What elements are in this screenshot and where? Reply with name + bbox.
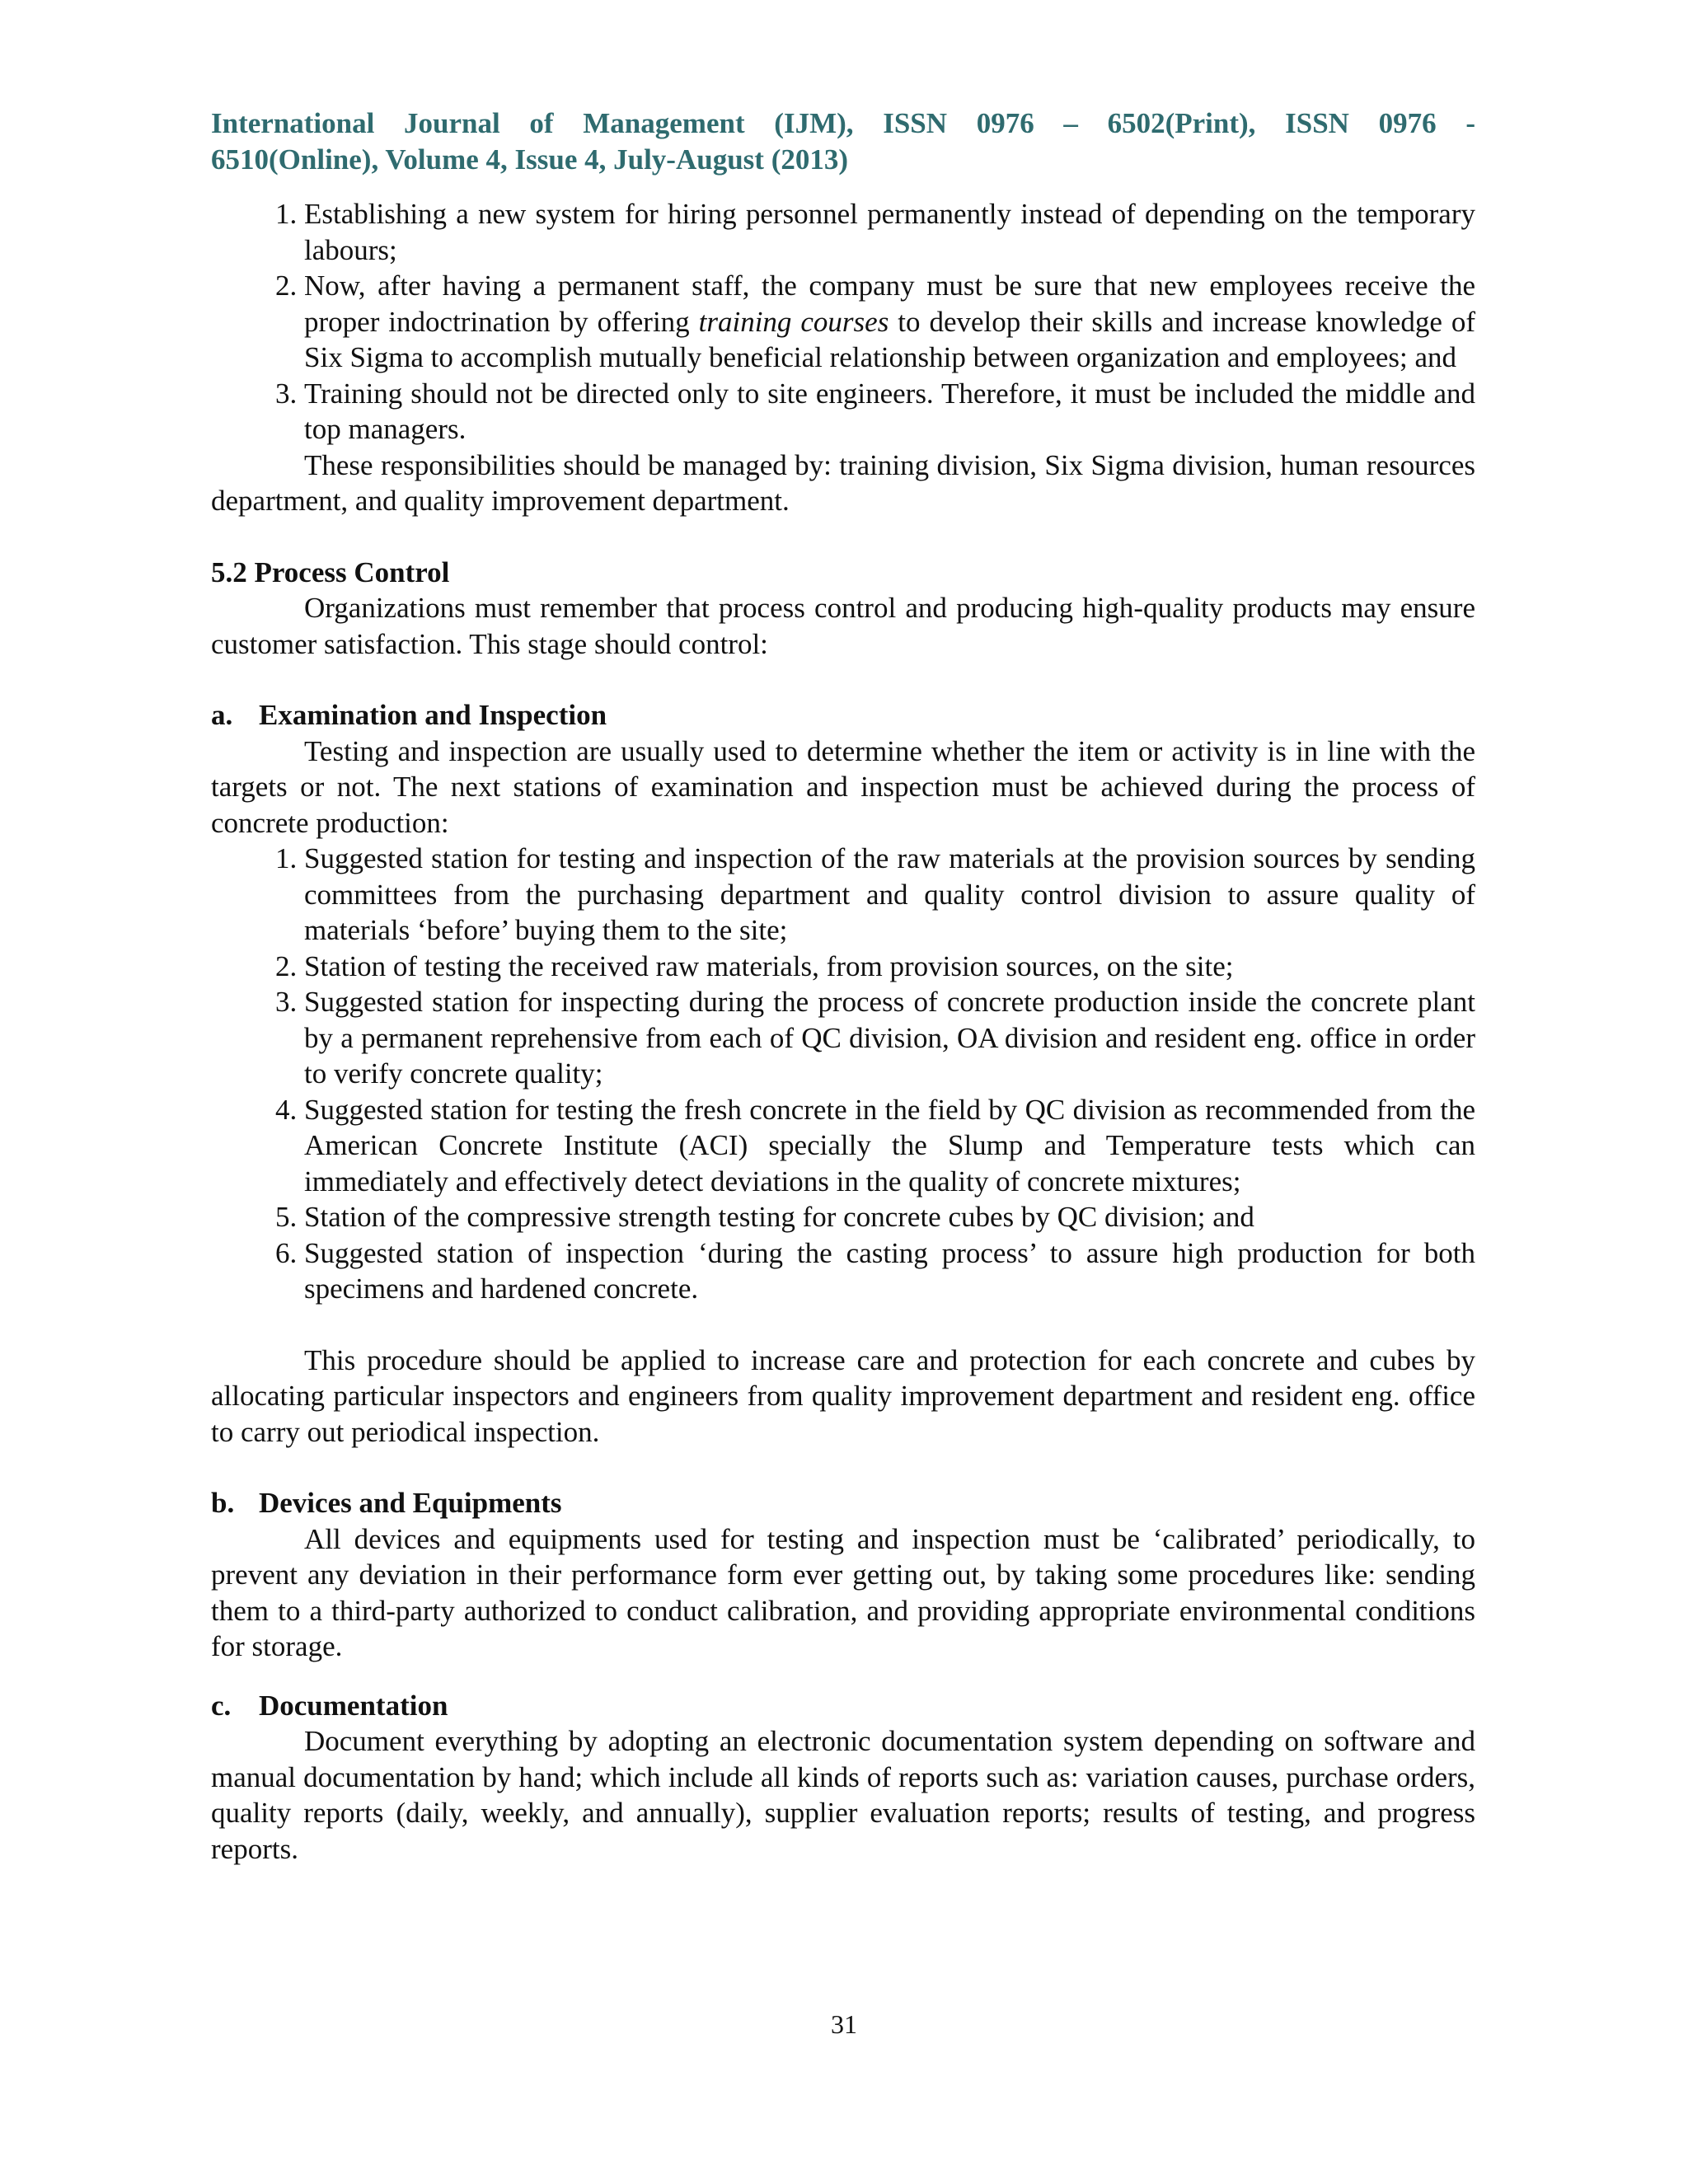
list-item-text-before: Now, after having a permanent staff, the company must be sure that new employees receive the proper indoctrination by offering [304, 269, 1475, 338]
journal-header [211, 105, 1475, 178]
page-content [211, 105, 1475, 1867]
section-5-2-paragraph: Organizations must remember that process control and producing high-quality products may ensure customer satisfaction. This stage should control: [211, 592, 1475, 660]
inspection-stations-list [211, 841, 1475, 1307]
journal-header-line-1: International Journal of Management (IJM), ISSN 0976 – 6502(Print), ISSN 0976 - [211, 107, 1475, 139]
subsection-heading-c [211, 1688, 1475, 1724]
list-item: 6. Suggested station of inspection ‘during the casting process’ to assure high production for both specimens and hardened concrete. [304, 1235, 1475, 1307]
subsection-letter: a. [211, 699, 233, 731]
subsection-letter: c. [211, 1689, 232, 1722]
subsection-title: Devices and Equipments [259, 1487, 562, 1519]
list-item: 2. Station of testing the received raw materials, from provision sources, on the site; [304, 949, 1475, 985]
list-item-text-after: to develop their skills and increase knowledge of Six Sigma to accomplish mutually beneficial relationship between organization and employees; and [304, 305, 1475, 373]
subsection-b-paragraph: All devices and equipments used for testing and inspection must be ‘calibrated’ periodically, to prevent any deviation in their performance form ever getting out, by taking some procedures like: sending them to a third-party authorized to conduct calibration, and providing appropriate environmental conditions for storage. [211, 1522, 1475, 1662]
subsection-heading-a [211, 697, 1475, 733]
list-item: 1. Suggested station for testing and inspection of the raw materials at the provision sources by sending committees from the purchasing department and quality control division to assure quality of materials ‘before’ buying them to the site; [304, 841, 1475, 949]
page-number: 31 [831, 2009, 857, 2039]
list-item: 3. Suggested station for inspecting during the process of concrete production inside the concrete plant by a permanent reprehensive from each of QC division, OA division and resident eng. office in order to verify concrete quality; [304, 984, 1475, 1092]
responsibilities-paragraph: These responsibilities should be managed by: training division, Six Sigma division, human resources department, and quality improvement department. [211, 448, 1475, 517]
emphasis-training-courses: training courses [698, 305, 889, 338]
journal-header-line-2: 6510(Online), Volume 4, Issue 4, July-August (2013) [211, 143, 849, 176]
section-heading-5-2: 5.2 Process Control [211, 555, 450, 588]
spacer [211, 1307, 1475, 1343]
list-item [304, 268, 1475, 376]
subsection-c-paragraph: Document everything by adopting an electronic documentation system depending on software and manual documentation by hand; which include all kinds of reports such as: variation causes, purchase orders, quality reports (daily, weekly, and annually), supplier evaluation reports; results of testing, and progress reports. [211, 1725, 1475, 1865]
subsection-title: Examination and Inspection [259, 699, 607, 731]
list-item: 3. Training should not be directed only to site engineers. Therefore, it must be included the middle and top managers. [304, 376, 1475, 448]
intro-list [211, 196, 1475, 448]
subsection-a-paragraph: Testing and inspection are usually used to determine whether the item or activity is in line with the targets or not. The next stations of examination and inspection must be achieved during the process of concrete production: [211, 734, 1475, 839]
subsection-a-closing-paragraph: This procedure should be applied to increase care and protection for each concrete and cubes by allocating particular inspectors and engineers from quality improvement department and resident eng. office to carry out periodical inspection. [211, 1343, 1475, 1448]
subsection-heading-b [211, 1485, 1475, 1521]
list-item: 1. Establishing a new system for hiring personnel permanently instead of depending on the temporary labours; [304, 196, 1475, 268]
list-item: 5. Station of the compressive strength testing for concrete cubes by QC division; and [304, 1199, 1475, 1235]
list-item: 4. Suggested station for testing the fresh concrete in the field by QC division as recommended from the American Concrete Institute (ACI) specially the Slump and Temperature tests which can immediately and effectively detect deviations in the quality of concrete mixtures; [304, 1092, 1475, 1200]
subsection-letter: b. [211, 1487, 235, 1519]
subsection-title: Documentation [259, 1689, 448, 1722]
